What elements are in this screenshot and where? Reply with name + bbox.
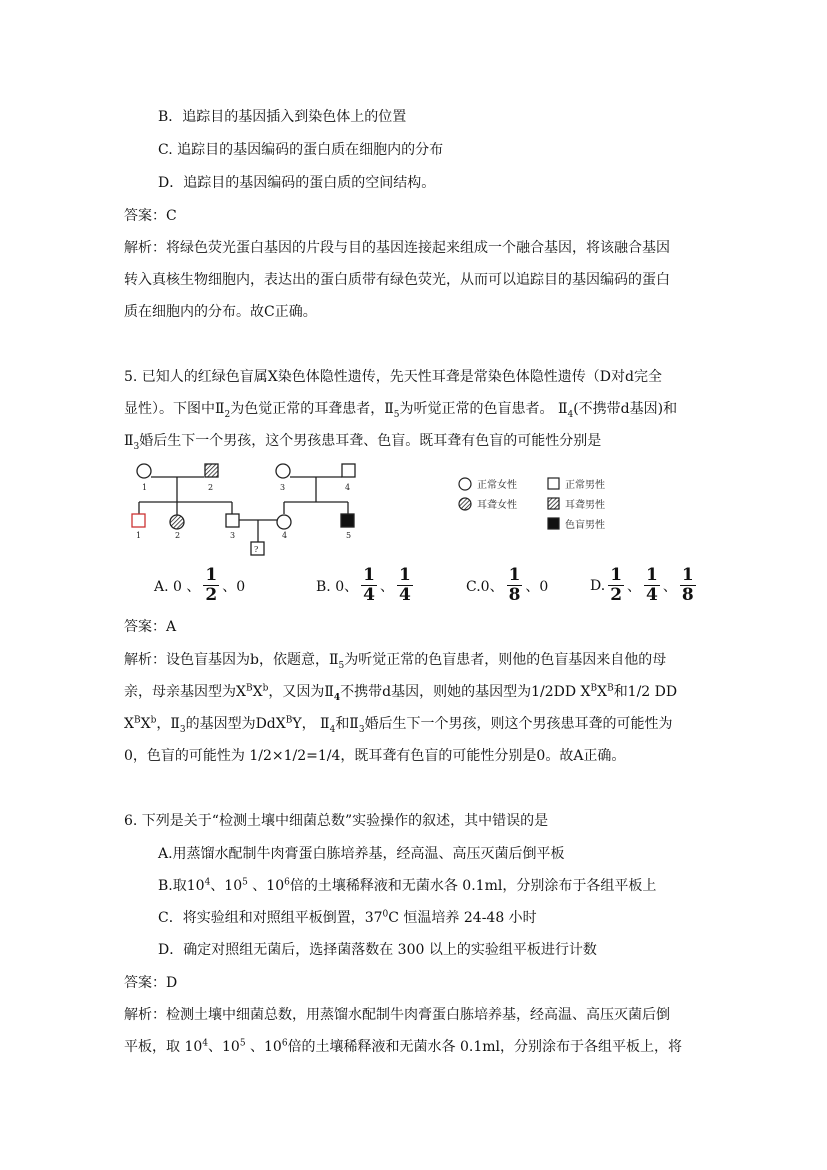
gen1-label-2: 2 <box>208 483 214 492</box>
q6-option-d: D．确定对照组无菌后，选择菌落数在 300 以上的实验组平板进行计数 <box>158 942 597 958</box>
q5-analysis-line-3: $X^BX^b$，$Ⅱ_3$的基因型为DdX$^B$Y， $Ⅱ_4$和$Ⅱ_3$婚后生下一个男孩，则这个男孩患耳聋的可能性为 <box>124 715 673 735</box>
gen2-label-4: 4 <box>282 531 288 540</box>
legend-normal-male: 正常男性 <box>565 480 605 491</box>
q5-analysis-line-1: 解析：设色盲基因为b，依题意，$Ⅱ_5$为听觉正常的色盲患者，则他的色盲基因来自他的母 <box>124 652 667 671</box>
q6-option-a: A.用蒸馏水配制牛肉膏蛋白胨培养基，经高温、高压灭菌后倒平板 <box>158 846 565 862</box>
gen1-label-1: 1 <box>142 483 148 492</box>
q4-answer: 答案：C <box>124 208 177 224</box>
q4-analysis-line-2: 转入真核生物细胞内，表达出的蛋白质带有绿色荧光，从而可以追踪目的基因编码的蛋白 <box>124 272 670 288</box>
q5-answer: 答案：A <box>124 619 177 635</box>
gen2-label-3: 3 <box>230 531 236 540</box>
gen2-individual-1-male <box>132 514 145 527</box>
gen1-label-4: 4 <box>345 483 351 492</box>
gen1-individual-1-normal-female <box>137 464 151 478</box>
child-label: ? <box>254 545 259 554</box>
q4-option-b: B．追踪目的基因插入到染色体上的位置 <box>158 109 407 125</box>
q4-analysis-line-1: 解析：将绿色荧光蛋白基因的片段与目的基因连接起来组成一个融合基因，将该融合基因 <box>124 240 670 256</box>
pedigree-chart <box>120 462 370 562</box>
gen2-individual-2-deaf-female <box>170 515 184 529</box>
legend-deaf-male: 耳聋男性 <box>565 500 605 511</box>
gen1-individual-2-deaf-male <box>205 464 218 477</box>
pedigree-legend <box>455 476 630 536</box>
q5-choice-d: D. $\frac{1}{2}$ 、 $\frac{1}{4}$ 、 $\frac{1}{8}$ <box>590 565 694 605</box>
gen2-label-5: 5 <box>346 531 352 540</box>
q6-analysis-line-1: 解析：检测土壤中细菌总数，用蒸馏水配制牛肉膏蛋白胨培养基，经高温、高压灭菌后倒 <box>124 1007 670 1023</box>
q4-option-d: D．追踪目的基因编码的蛋白质的空间结构。 <box>158 175 436 191</box>
gen1-individual-4-normal-male <box>342 464 355 477</box>
q5-choice-b: B. 0、 $\frac{1}{4}$ 、 $\frac{1}{4}$ <box>316 565 411 605</box>
q6-stem: 6. 下列是关于“检测土壤中细菌总数”实验操作的叙述，其中错误的是 <box>124 813 549 829</box>
q5-choice-a: A. 0 、 $\frac{1}{2}$ 、0 <box>154 565 246 605</box>
gen2-individual-5-colorblind-male <box>341 514 354 527</box>
legend-deaf-female: 耳聋女性 <box>477 500 517 511</box>
legend-colorblind-male: 色盲男性 <box>565 520 605 531</box>
q5-stem-line-1: 5. 已知人的红绿色盲属X染色体隐性遗传，先天性耳聋是常染色体隐性遗传（D对d完全 <box>124 369 662 385</box>
gen2-individual-3-normal-male <box>226 514 239 527</box>
q4-analysis-line-3: 质在细胞内的分布。故C正确。 <box>124 304 317 320</box>
gen2-label-2: 2 <box>175 531 181 540</box>
gen2-label-1: 1 <box>136 531 142 540</box>
q5-stem-line-2: 显性）。下图中$Ⅱ_2$为色觉正常的耳聋患者，$Ⅱ_5$为听觉正常的色盲患者。 $Ⅱ_4$(不携带d基因)和 <box>124 401 678 420</box>
q5-choice-c: C.0、 $\frac{1}{8}$ 、0 <box>466 565 549 605</box>
q6-analysis-line-2: 平板，取 $10^4$、$10^5$ 、$10^6$倍的土壤稀释液和无菌水各 0.1ml，分别涂布于各组平板上，将 <box>124 1038 683 1055</box>
q5-analysis-line-2: 亲，母亲基因型为$X^BX^b$，又因为$Ⅱ_4$不携带d基因，则她的基因型为1/2DD $X^BX^B$和1/2 DD <box>124 683 678 703</box>
q6-answer: 答案：D <box>124 975 178 991</box>
q6-option-c: C．将实验组和对照组平板倒置，$37^0C$ 恒温培养 24-48 小时 <box>158 909 537 926</box>
q5-stem-line-3: $Ⅱ_3$婚后生下一个男孩，这个男孩患耳聋、色盲。既耳聋有色盲的可能性分别是 <box>124 433 602 452</box>
q4-option-c: C. 追踪目的基因编码的蛋白质在细胞内的分布 <box>158 142 444 158</box>
gen2-individual-4-normal-female <box>277 515 291 529</box>
q5-analysis-line-4: 0，色盲的可能性为 1/2×1/2=1/4，既耳聋有色盲的可能性分别是0。故A正确。 <box>124 748 626 764</box>
gen1-individual-3-normal-female <box>276 464 290 478</box>
q6-option-b: B.取$10^4$、$10^5$ 、$10^6$倍的土壤稀释液和无菌水各 0.1ml，分别涂布于各组平板上 <box>158 877 657 894</box>
legend-normal-female: 正常女性 <box>477 480 517 491</box>
gen1-label-3: 3 <box>280 483 286 492</box>
